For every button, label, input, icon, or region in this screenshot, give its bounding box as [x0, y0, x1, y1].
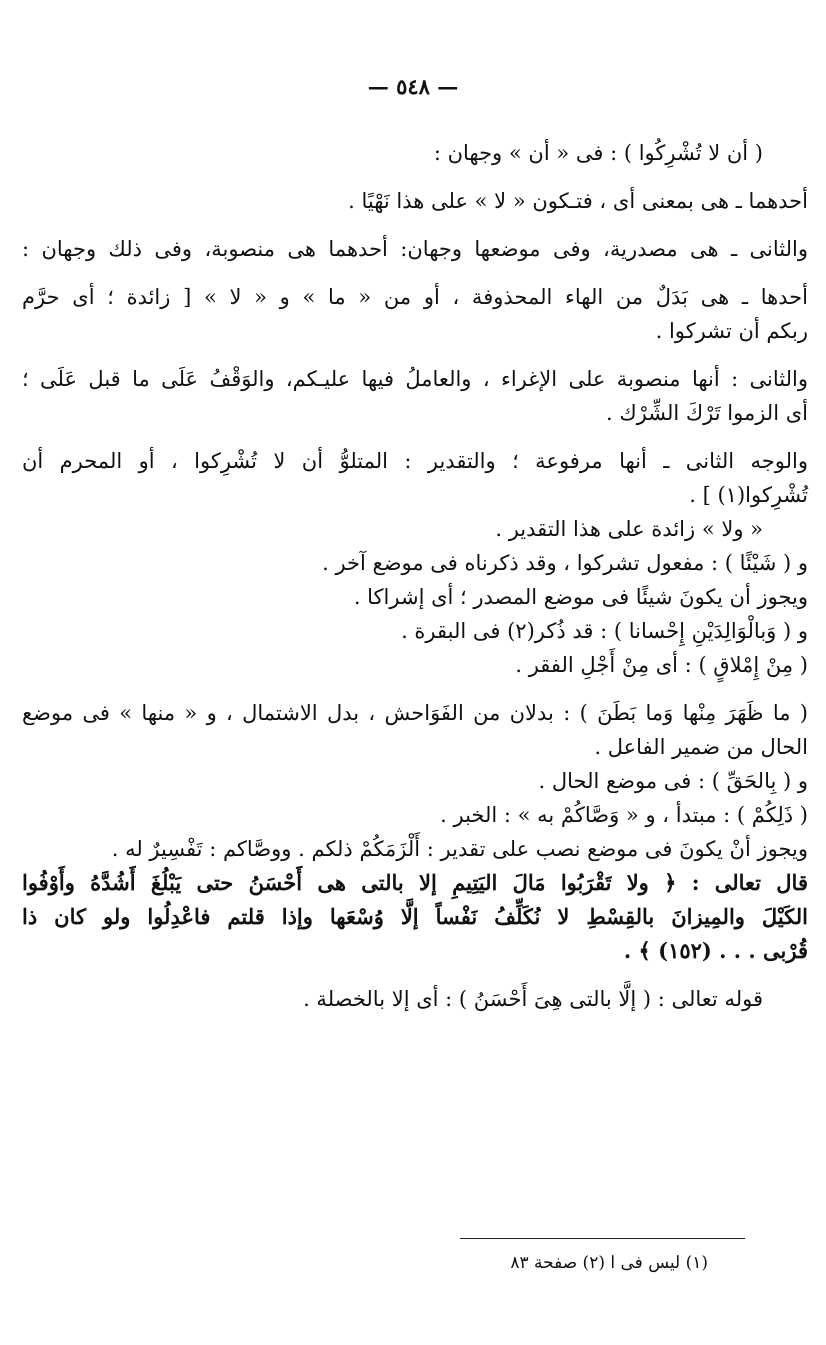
text-line: والثانى : أنها منصوبة على الإغراء ، والعاملُ فيها عليـكم، والوَقْفُ عَلَى ما قبل عَلَى ؛ [22, 367, 808, 391]
text-line: ( أن لا تُشْرِكُوا ) : فى « أن » وجهان : [433, 141, 763, 165]
text-line: والثانى ـ هى مصدرية، وفى موضعها وجهان: أحدهما هى منصوبة، وفى ذلك وجهان : [22, 237, 808, 261]
text-line: ( ما ظَهَرَ مِنْها وَما بَطَنَ ) : بدلان من الفَوَاحش ، بدل الاشتمال ، و « منها » فى موضع [22, 701, 808, 725]
verse-line: قُرْبى . . . (١٥٢) ﴾ . [623, 938, 808, 963]
text-line: الحال من ضمير الفاعل . [594, 735, 808, 759]
verse-line: قال تعالى : ﴿ ولا تَقْرَبُوا مَالَ اليَتِيمِ إلا بالتى هى أَحْسَنُ حتى يَبْلُغَ أَشُدَّهُ وأَوْفُوا [22, 870, 808, 895]
text-line: ويجوز أنْ يكونَ فى موضع نصب على تقدير : أَلْزَمَكُمْ ذلكم . ووصَّاكم : تَفْسِيرٌ له . [111, 837, 808, 861]
text-line: ربكم أن تشركوا . [655, 319, 808, 343]
text-line: « ولا » زائدة على هذا التقدير . [495, 517, 763, 541]
page-number: — ٥٤٨ — [367, 74, 459, 99]
text-line: ( مِنْ إِمْلاقٍ ) : أى مِنْ أَجْلِ الفقر . [515, 653, 808, 677]
verse-line: الكَيْلَ والمِيزانَ بالقِسْطِ لا نُكَلِّفُ نَفْساً إلَّا وُسْعَها وإذا قلتم فاعْدِلُوا ولو كان ذا [22, 904, 808, 929]
text-line: تُشْرِكوا(١) ] . [689, 483, 808, 507]
text-line: و ( بِالحَقِّ ) : فى موضع الحال . [538, 769, 808, 793]
footnotes: (١) ليس فى ا (٢) صفحة ٨٣ [510, 1253, 708, 1273]
text-line: والوجه الثانى ـ أنها مرفوعة ؛ والتقدير : المتلوُّ أن لا تُشْرِكوا ، أو المحرم أن [22, 449, 808, 473]
text-line: ( ذَلِكُمْ ) : مبتدأ ، و « وَصَّاكُمْ به » : الخبر . [440, 803, 808, 827]
footnote-divider [460, 1238, 745, 1239]
text-line: أحدهما ـ هى بمعنى أى ، فتـكون « لا » على هذا نَهْيًا . [348, 189, 808, 213]
body-text [22, 136, 808, 1016]
text-line: أحدها ـ هى بَدَلٌ من الهاء المحذوفة ، أو من « ما » و « لا » [ زائدة ؛ أى حرَّم [22, 285, 809, 309]
text-line: قوله تعالى : ( إلَّا بالتى هِىَ أَحْسَنُ ) : أى إلا بالخصلة . [303, 987, 763, 1011]
text-line: ويجوز أن يكونَ شيئًا فى موضع المصدر ؛ أى إشراكا . [353, 585, 808, 609]
text-line: و ( شَيْئًا ) : مفعول تشركوا ، وقد ذكرناه فى موضع آخر . [322, 551, 808, 575]
text-line: و ( وَبالْوَالِدَيْنِ إِحْسانا ) : قد ذُكر(٢) فى البقرة . [401, 619, 808, 643]
text-line: أى الزموا تَرْكَ الشِّرْك . [605, 401, 808, 425]
